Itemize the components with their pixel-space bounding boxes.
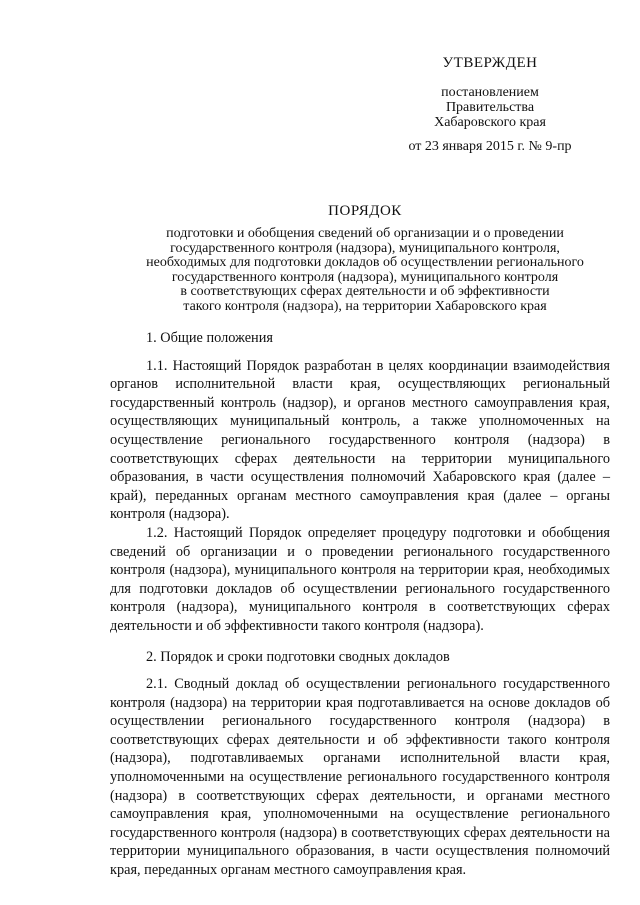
section-gap xyxy=(110,636,610,648)
document-subtitle xyxy=(100,227,630,314)
approval-line-3: Хабаровского края xyxy=(434,115,546,130)
approval-stamp-title: УТВЕРЖДЕН xyxy=(442,55,538,71)
subtitle-line: в соответствующих сферах деятельности и об эффективности xyxy=(180,284,550,299)
paragraph-2-1: 2.1. Сводный доклад об осуществлении регионального государственного контроля (надзора) на территории края подготавливается на основе докладов об осуществлении регионального государственного контроля (надзора) в соответствующих сферах деятельности и об эффективности такого контроля (надзора), подготавливаемых органами исполнительной власти края, уполномоченными на осуществление регионального государственного контроля (надзора) в соответствующих сферах деятельности, и органами местного самоуправления края, уполномоченными на осуществление регионального государственного контроля (надзора) в соответствующих сферах деятельности на территории муниципального образования, в части осуществления полномочий края, переданных органам местного самоуправления края. xyxy=(110,676,610,879)
subtitle-line: подготовки и обобщения сведений об организации и о проведении xyxy=(166,226,564,241)
subtitle-line: необходимых для подготовки докладов об осуществлении регионального xyxy=(146,255,584,270)
approval-line-2: Правительства xyxy=(445,100,535,115)
paragraph-1-1: 1.1. Настоящий Порядок разработан в целях координации взаимодействия органов исполнительной власти края, осуществляющих региональный государственный контроль (надзор), и органов местного самоуправления края, осуществляющих муниципальный контроль, а также уполномоченных на осуществление регионального государственного контроля (надзора) в соответствующих сферах деятельности на территории муниципального образования, в части осуществления полномочий Хабаровского края (далее – край), переданных органам местного самоуправления края (далее – органы контроля (надзора). xyxy=(110,357,610,523)
document-body xyxy=(110,329,610,880)
subtitle-line: государственного контроля (надзора), муниципального контроля, xyxy=(170,240,560,256)
document-title: ПОРЯДОК xyxy=(328,203,402,219)
section-2-heading: 2. Порядок и сроки подготовки сводных докладов xyxy=(146,648,450,665)
title-block xyxy=(100,203,630,314)
subtitle-line: такого контроля (надзора), на территории Хабаровского края xyxy=(183,298,547,314)
approval-date: от 23 января 2015 г. № 9-пр xyxy=(408,139,572,154)
paragraph-1-2: 1.2. Настоящий Порядок определяет процедуру подготовки и обобщения сведений об организации и о проведении регионального государственного контроля (надзора), муниципального контроля на территории края, необходимых для подготовки докладов об осуществлении регионального государственного контроля (надзора), муниципального контроля в соответствующих сферах деятельности и об эффективности такого контроля (надзора). xyxy=(110,524,610,634)
subtitle-line: государственного контроля (надзора), муниципального контроля xyxy=(171,269,559,285)
section-1-heading: 1. Общие положения xyxy=(146,330,273,346)
approval-line-1: постановлением xyxy=(441,85,539,100)
approval-block xyxy=(380,56,600,154)
